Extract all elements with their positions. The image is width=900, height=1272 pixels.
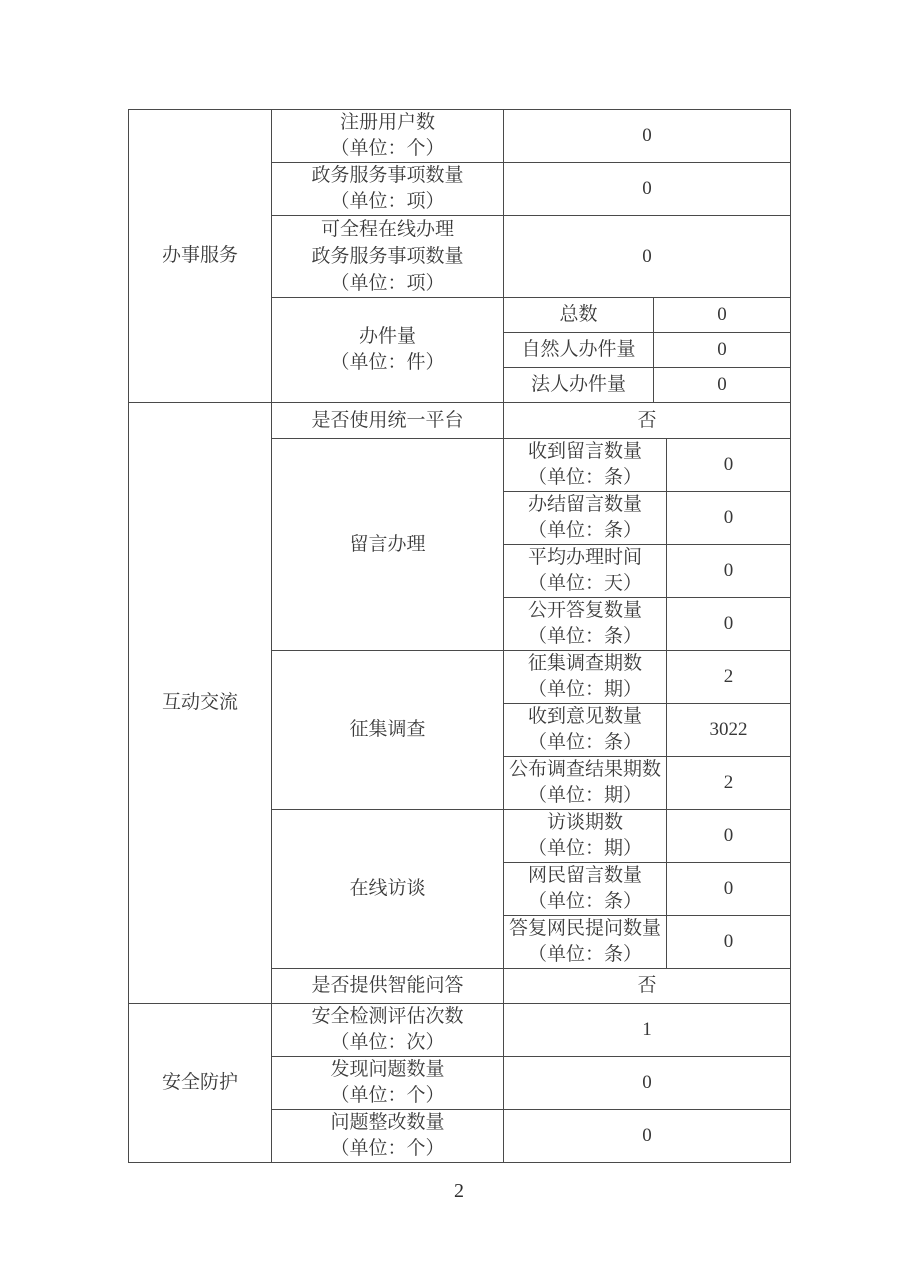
value-interview-periods: 0	[667, 810, 791, 863]
label-survey: 征集调查	[272, 651, 504, 810]
label-line: 注册用户数	[339, 112, 435, 133]
unit-line: （单位：期）	[527, 838, 642, 859]
label-case-volume	[272, 298, 504, 403]
value-interview-replies: 0	[667, 916, 791, 969]
value-avg-handle-time: 0	[667, 545, 791, 598]
unit-line: （单位：项）	[330, 273, 445, 294]
value-messages-received: 0	[667, 439, 791, 492]
group-cell-services	[129, 110, 272, 403]
label-line: 问题整改数量	[330, 1112, 445, 1133]
page-number: 2	[454, 1180, 464, 1202]
value-interview-messages: 0	[667, 863, 791, 916]
unit-line: （单位：个）	[330, 1138, 445, 1159]
value-security-assessments: 1	[504, 1004, 791, 1057]
unit-line: （单位：个）	[330, 1085, 445, 1106]
unit-line: （单位：项）	[330, 191, 445, 212]
report-metrics-table	[128, 109, 791, 1163]
label-line: 发现问题数量	[330, 1059, 445, 1080]
label-full-online-items	[272, 216, 504, 298]
unit-line: （单位：条）	[527, 467, 642, 488]
unit-line: （单位：期）	[527, 785, 642, 806]
value-survey-periods: 2	[667, 651, 791, 704]
label-line: 政务服务事项数量	[311, 246, 464, 267]
row-unified-platform	[129, 403, 791, 439]
group-cell-security	[129, 1004, 272, 1163]
row-registered-users	[129, 110, 791, 163]
unit-line: （单位：条）	[527, 520, 642, 541]
sublabel-survey-opinions	[504, 704, 667, 757]
value-problems-found: 0	[504, 1057, 791, 1110]
row-security-assessments	[129, 1004, 791, 1057]
label-line: 收到留言数量	[527, 441, 642, 462]
label-line: 访谈期数	[546, 812, 623, 833]
unit-line: （单位：期）	[527, 679, 642, 700]
value-full-online-items: 0	[504, 216, 791, 298]
value-problems-fixed: 0	[504, 1110, 791, 1163]
sublabel-avg-handle-time	[504, 545, 667, 598]
value-case-total: 0	[654, 298, 791, 333]
label-line: 可全程在线办理	[320, 219, 454, 240]
sublabel-survey-periods	[504, 651, 667, 704]
unit-line: （单位：条）	[527, 626, 642, 647]
label-security-assessments	[272, 1004, 504, 1057]
label-line: 网民留言数量	[527, 865, 642, 886]
label-registered-users	[272, 110, 504, 163]
value-unified-platform: 否	[504, 403, 791, 439]
value-survey-results: 2	[667, 757, 791, 810]
label-problems-found	[272, 1057, 504, 1110]
value-registered-users: 0	[504, 110, 791, 163]
value-messages-completed: 0	[667, 492, 791, 545]
unit-line: （单位：天）	[527, 573, 642, 594]
label-line: 答复网民提问数量	[508, 918, 661, 939]
unit-line: （单位：条）	[527, 891, 642, 912]
sublabel-case-total: 总数	[504, 298, 654, 333]
label-line: 平均办理时间	[527, 547, 642, 568]
sublabel-interview-messages	[504, 863, 667, 916]
label-line: 公开答复数量	[527, 600, 642, 621]
label-message-handling: 留言办理	[272, 439, 504, 651]
sublabel-messages-completed	[504, 492, 667, 545]
label-interview: 在线访谈	[272, 810, 504, 969]
label-line: 征集调查期数	[527, 653, 642, 674]
label-line: 收到意见数量	[527, 706, 642, 727]
value-case-natural-person: 0	[654, 333, 791, 368]
value-public-replies: 0	[667, 598, 791, 651]
label-smart-qa: 是否提供智能问答	[272, 969, 504, 1004]
label-line: 办结留言数量	[527, 494, 642, 515]
label-unified-platform: 是否使用统一平台	[272, 403, 504, 439]
sublabel-messages-received	[504, 439, 667, 492]
value-smart-qa: 否	[504, 969, 791, 1004]
label-problems-fixed	[272, 1110, 504, 1163]
unit-line: （单位：次）	[330, 1032, 445, 1053]
label-line: 安全检测评估次数	[311, 1006, 464, 1027]
sublabel-interview-periods	[504, 810, 667, 863]
value-case-legal-person: 0	[654, 368, 791, 403]
group-label-security: 安全防护	[161, 1072, 238, 1093]
label-gov-service-items	[272, 163, 504, 216]
value-survey-opinions: 3022	[667, 704, 791, 757]
sublabel-case-legal-person: 法人办件量	[504, 368, 654, 403]
unit-line: （单位：条）	[527, 732, 642, 753]
label-line: 政务服务事项数量	[311, 165, 464, 186]
value-gov-service-items: 0	[504, 163, 791, 216]
unit-line: （单位：件）	[330, 352, 445, 373]
group-label-interaction: 互动交流	[161, 692, 238, 713]
sublabel-survey-results	[504, 757, 667, 810]
sublabel-interview-replies	[504, 916, 667, 969]
sublabel-case-natural-person: 自然人办件量	[504, 333, 654, 368]
unit-line: （单位：个）	[330, 138, 445, 159]
sublabel-public-replies	[504, 598, 667, 651]
group-label-services: 办事服务	[161, 245, 238, 266]
group-cell-interaction	[129, 403, 272, 1004]
label-line: 办件量	[358, 326, 416, 347]
label-line: 公布调查结果期数	[508, 759, 661, 780]
unit-line: （单位：条）	[527, 944, 642, 965]
